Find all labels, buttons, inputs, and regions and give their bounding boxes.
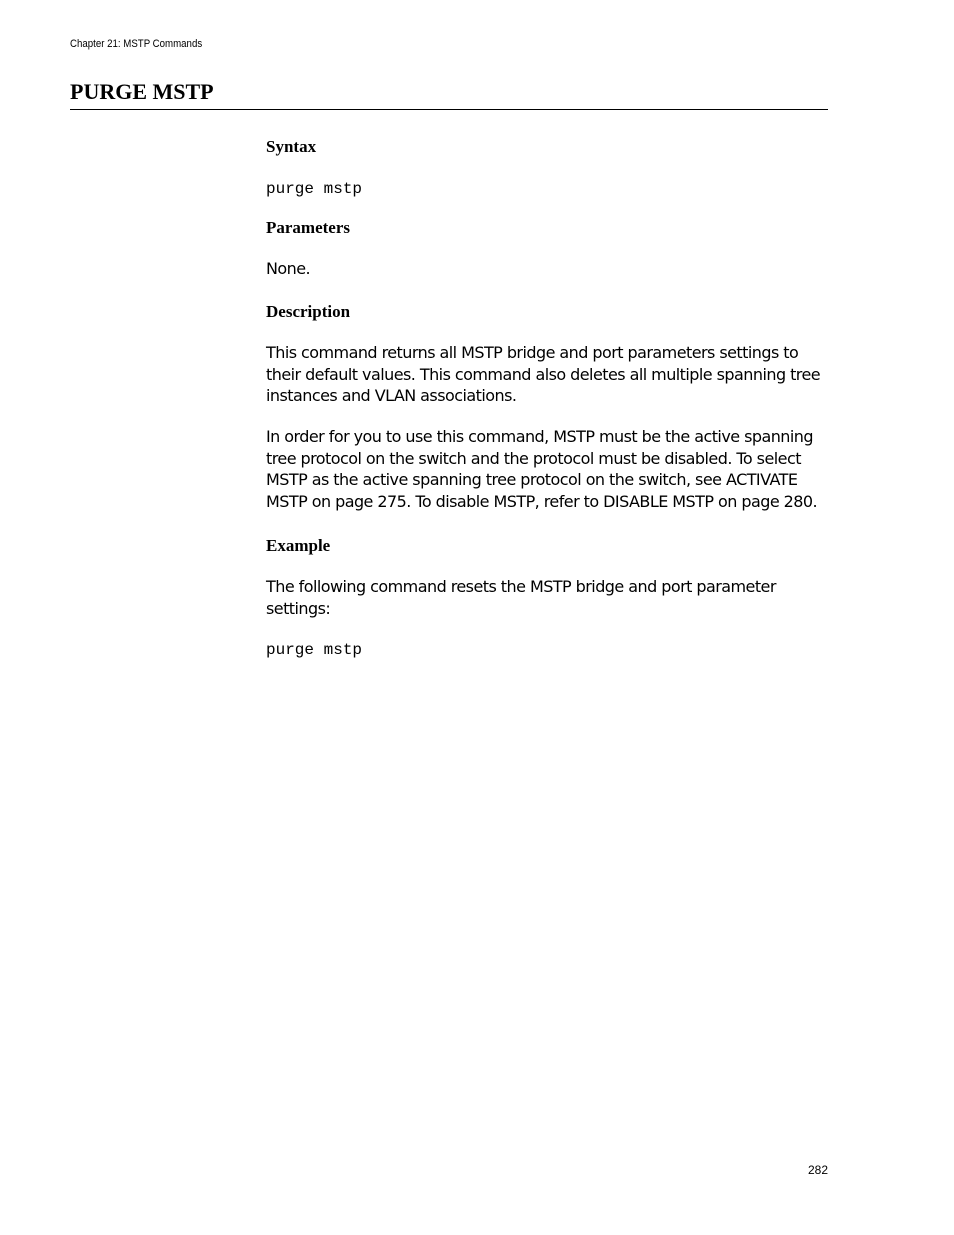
description-paragraph-1: This command returns all MSTP bridge and port parameters settings to their default values. This command also deletes all multiple spanning tree instances and VLAN associations. [266, 343, 821, 405]
description-heading: Description [266, 302, 351, 321]
syntax-heading: Syntax [266, 137, 317, 156]
syntax-code: purge mstp [266, 180, 363, 198]
example-code: purge mstp [266, 641, 363, 659]
example-text: The following command resets the MSTP bridge and port parameter settings: [266, 577, 776, 618]
description-paragraph-2: In order for you to use this command, MSTP must be the active spanning tree protocol on the switch and the protocol must be disabled. To select MSTP as the active spanning tree protocol on the switch, see ACTIVATE MSTP on page 275. To disable MSTP, refer to DISABLE MSTP on page 280. [266, 427, 818, 511]
running-header: Chapter 21: MSTP Commands [70, 38, 203, 50]
page-title: PURGE MSTP [70, 79, 214, 104]
example-heading: Example [266, 536, 331, 555]
page-number: 282 [807, 1163, 828, 1177]
title-rule [70, 109, 828, 110]
parameters-text: None. [266, 259, 311, 278]
parameters-heading: Parameters [266, 218, 351, 237]
